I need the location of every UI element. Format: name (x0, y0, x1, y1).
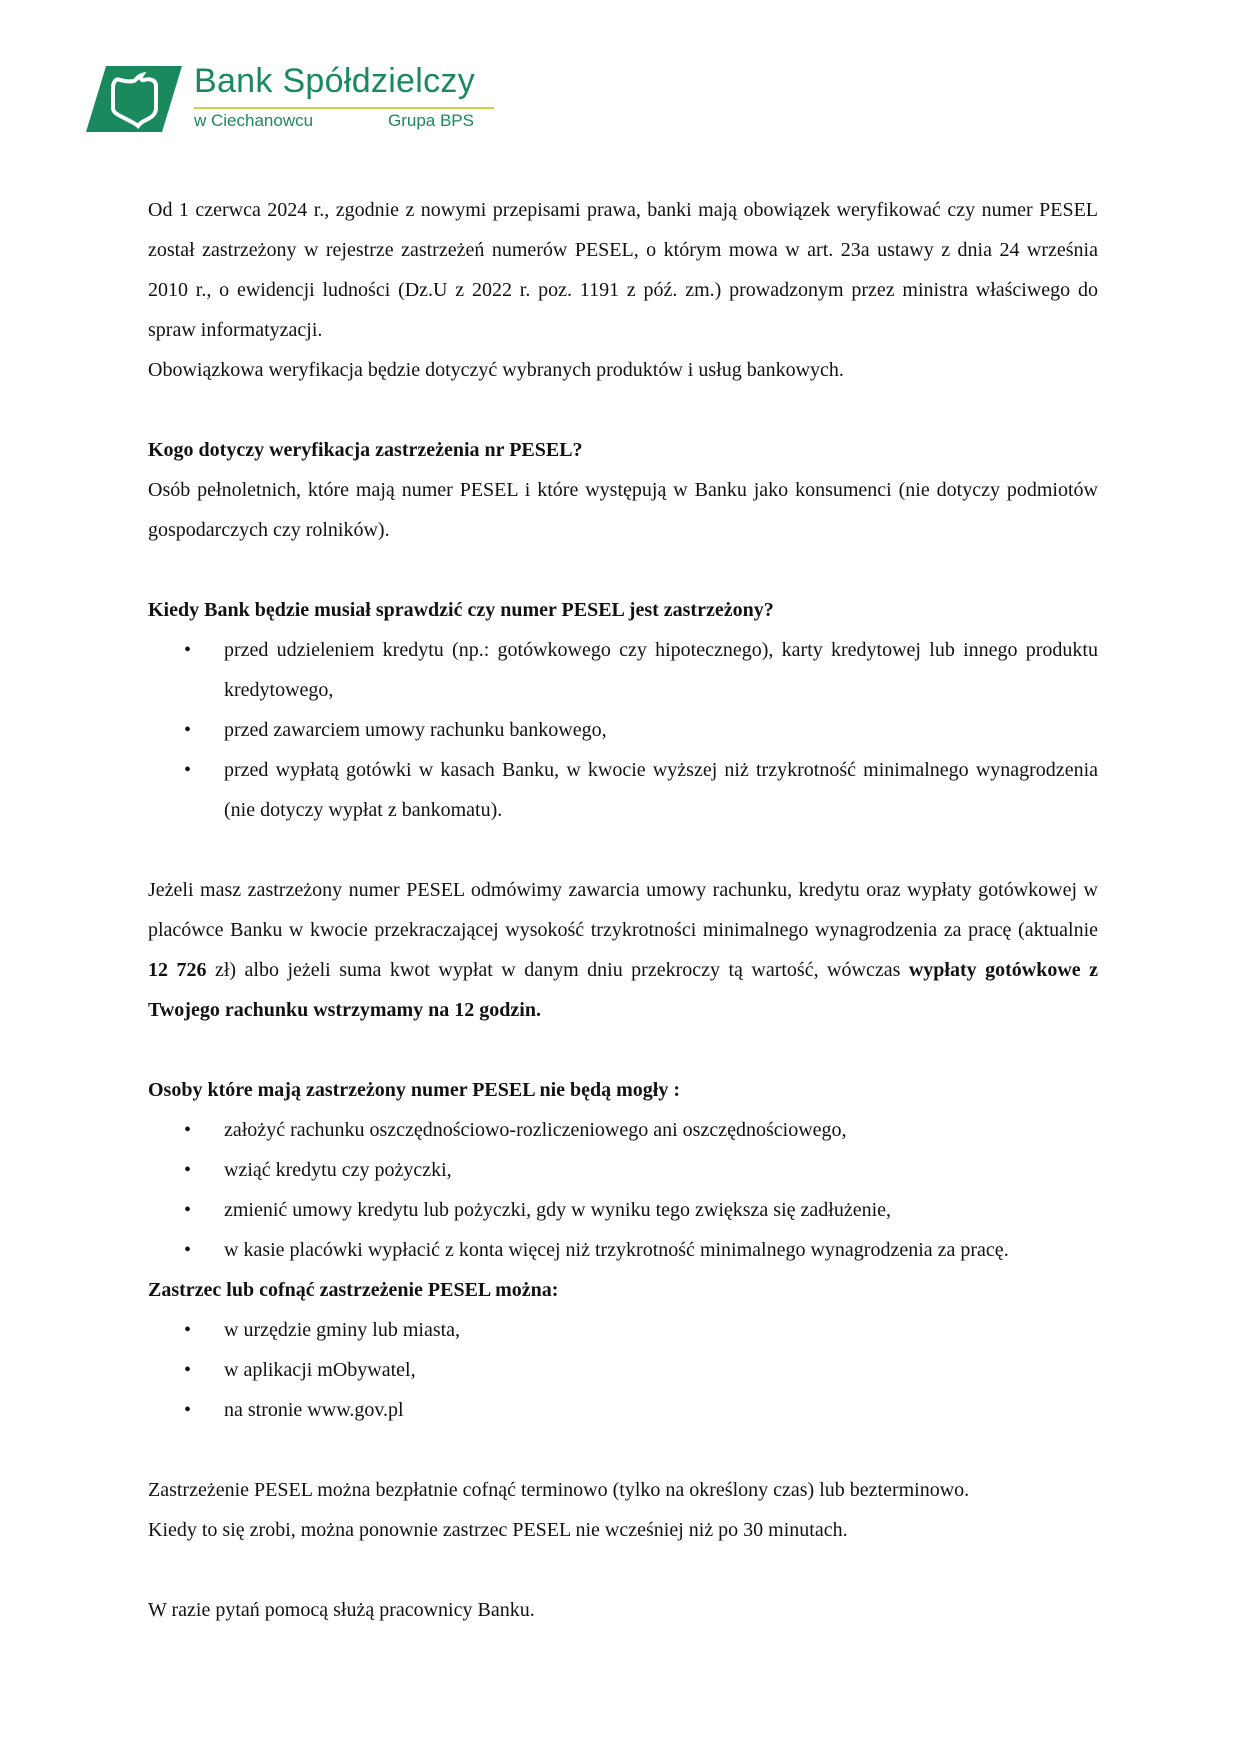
cannot-list (148, 1110, 1098, 1270)
intro-paragraph: Od 1 czerwca 2024 r., zgodnie z nowymi przepisami prawa, banki mają obowiązek weryfikować czy numer PESEL został zastrzeżony w rejestrze zastrzeżeń numerów PESEL, o którym mowa w art. 23a ustawy z dnia 24 września 2010 r., o ewidencji ludności (Dz.U z 2022 r. poz. 1191 z póź. zm.) prowadzonym przez ministra właściwego do spraw informatyzacji. (148, 199, 1098, 341)
outro-paragraph: Zastrzeżenie PESEL można bezpłatnie cofnąć terminowo (tylko na określony czas) lub bezterminowo. (148, 1479, 970, 1501)
logo-divider (194, 107, 494, 109)
list-item: • przed zawarciem umowy rachunku bankowego, (148, 710, 1098, 750)
logo-title: Bank Spółdzielczy (194, 62, 476, 100)
list-item: • na stronie www.gov.pl (148, 1390, 1098, 1430)
heading-who: Kogo dotyczy weryfikacja zastrzeżenia nr PESEL? (148, 439, 583, 461)
document-body (148, 190, 1098, 1630)
list-item: • założyć rachunku oszczędnościowo-rozliczeniowego ani oszczędnościowego, (148, 1110, 1098, 1150)
heading-when: Kiedy Bank będzie musiał sprawdzić czy numer PESEL jest zastrzeżony? (148, 599, 774, 621)
logo-subtitle-location: w Ciechanowcu (194, 111, 314, 130)
bank-logo (86, 62, 506, 134)
heading-cannot: Osoby które mają zastrzeżony numer PESEL nie będą mogły : (148, 1079, 681, 1101)
heading-where: Zastrzec lub cofnąć zastrzeżenie PESEL można: (148, 1279, 559, 1301)
intro-note: Obowiązkowa weryfikacja będzie dotyczyć wybranych produktów i usług bankowych. (148, 359, 844, 381)
where-list (148, 1310, 1098, 1430)
list-item: • w kasie placówki wypłacić z konta więcej niż trzykrotność minimalnego wynagrodzenia za pracę. (148, 1230, 1098, 1270)
list-item: • wziąć kredytu czy pożyczki, (148, 1150, 1098, 1190)
logo-subtitle-group: Grupa BPS (388, 111, 474, 130)
when-list (148, 630, 1098, 830)
outro-paragraph: Kiedy to się zrobi, można ponownie zastrzec PESEL nie wcześniej niż po 30 minutach. (148, 1519, 848, 1541)
list-item: • przed udzieleniem kredytu (np.: gotówkowego czy hipotecznego), karty kredytowej lub innego produktu kredytowego, (148, 630, 1098, 710)
refusal-paragraph (148, 870, 1098, 1030)
refusal-text: Jeżeli masz zastrzeżony numer PESEL odmówimy zawarcia umowy rachunku, kredytu oraz wypłaty gotówkowej w placówce Banku w kwocie przekraczającej wysokość trzykrotności minimalnego wynagrodzenia za pracę (aktualnie (148, 879, 1098, 941)
list-item: • w urzędzie gminy lub miasta, (148, 1310, 1098, 1350)
withdrawal-hold-notice: wypłaty gotówkowe z Twojego rachunku wstrzymamy na 12 godzin. (148, 959, 1099, 1021)
minimum-wage-amount: 12 726 (148, 959, 207, 981)
list-item: • zmienić umowy kredytu lub pożyczki, gdy w wyniku tego zwiększa się zadłużenie, (148, 1190, 1098, 1230)
list-item: • przed wypłatą gotówki w kasach Banku, w kwocie wyższej niż trzykrotność minimalnego wynagrodzenia (nie dotyczy wypłat z bankomatu). (148, 750, 1098, 830)
closing-line: W razie pytań pomocą służą pracownicy Banku. (148, 1599, 535, 1621)
list-item: • w aplikacji mObywatel, (148, 1350, 1098, 1390)
who-paragraph: Osób pełnoletnich, które mają numer PESEL i które występują w Banku jako konsumenci (nie dotyczy podmiotów gospodarczych czy rolników). (148, 479, 1098, 541)
refusal-text: zł) albo jeżeli suma kwot wypłat w danym dniu przekroczy tą wartość, wówczas (206, 959, 909, 981)
bank-logo-icon (86, 66, 182, 132)
